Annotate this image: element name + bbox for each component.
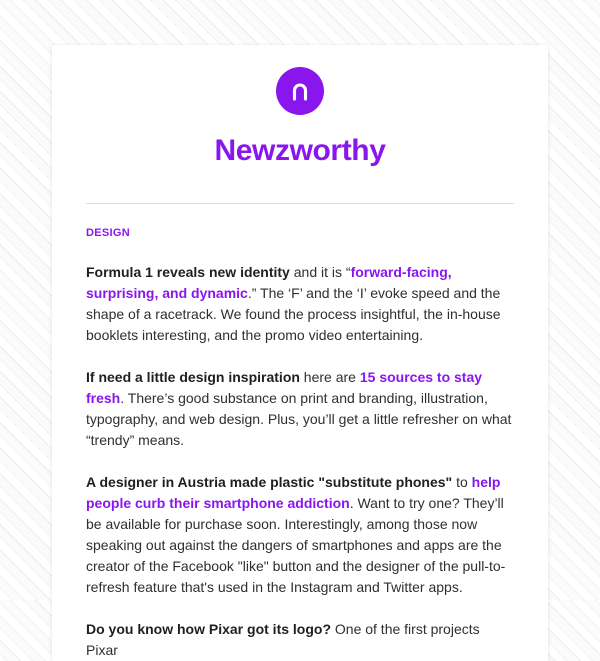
story-paragraph [86,598,514,661]
story-headline: Formula 1 reveals new identity [86,264,290,281]
story-text: One of the first projects Pixar [86,621,480,659]
story-text: to [452,474,472,491]
story-text: .” The ‘F’ and the ‘I’ evoke speed and the shape of a racetrack. We found the process insightful, the in-house booklets interesting, and the promo video entertaining. [86,285,501,344]
story-list [86,240,514,661]
newsletter-content [52,227,548,661]
page-title: Newzworthy [214,134,386,167]
story-headline: A designer in Austria made plastic "substitute phones" [86,474,453,491]
story-text: here are [299,369,360,386]
newsletter-card [52,45,548,661]
story-link[interactable]: help people curb their smartphone addiction [86,474,501,512]
story-text: . Want to try one? They’ll be available for purchase soon. Interestingly, among those now speaking out against the dangers of smartphones and apps are the creator of the Facebook "like" button and the designer of the pull-to-refresh feature that's used in the Instagram and Twitter apps. [86,495,506,596]
story-link[interactable]: 15 sources to stay fresh [86,369,483,407]
story-paragraph [86,451,514,598]
story-text: and it is “ [289,264,351,281]
newzworthy-n-monogram-icon[interactable] [276,67,324,115]
section-category-label: DESIGN [86,227,130,239]
story-link[interactable]: forward-facing, surprising, and dynamic [86,264,452,302]
story-paragraph [86,240,514,346]
header-divider [86,203,514,204]
story-paragraph [86,346,514,451]
newsletter-header [52,45,548,167]
story-headline: Do you know how Pixar got its logo? [86,621,331,638]
story-headline: If need a little design inspiration [86,369,300,386]
story-text: . There’s good substance on print and branding, illustration, typography, and web design. Plus, you’ll get a little refresher on what “trendy” means. [86,390,512,449]
